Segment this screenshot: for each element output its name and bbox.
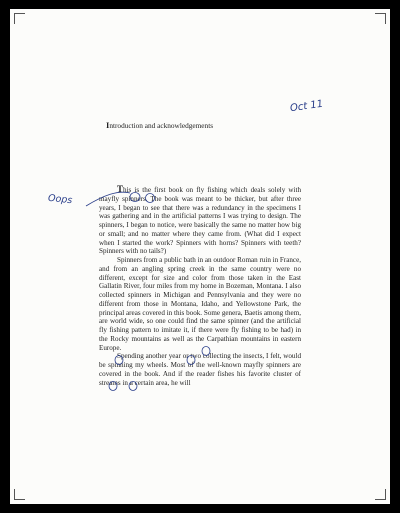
paragraph-text: Spinners from a public bath in an outdoor Roman ruin in France, and from an angling spring creek in the same country were no different, except for size and color from those taken in the East Gallatin River, four miles from my home in Bozeman, Montana. I also collected spinners in Michigan and Pennsylvania and they were no different from those in Montana, Idaho, and Yellowstone Park, the principal areas covered in this book. Some genera, Baetis among them, are world wide, so one could find the same spinner (and the artificial fly fishing pattern to imitate it, if there were fly fishing to be had) in the Rocky mountains as well as the Carpathian mountains in eastern Europe. [99,256,302,352]
drop-cap: T [117,184,124,194]
paragraph-1 [99,185,301,256]
title-initial: I [106,120,110,130]
body-text [99,185,301,387]
paragraph-2 [99,256,301,352]
paragraph-3 [99,352,301,387]
handwritten-date: Oct 11 [289,98,324,115]
handwritten-margin-note: Oops [47,192,73,207]
paragraph-text: his is the first book on fly fishing which deals solely with mayfly spinners. The book was meant to be thicker, but after three years, I began to see that there was a redundancy in the specimens I was gathering and in the artificial patterns I was trying to design. The spinners, I began to notice, were basically the same no matter how big or small; and no matter where they came from. (What did I expect when I started the work? Spinners with horns? Spinners with teeth? Spinners with no tails?) [99,186,301,256]
page-corner-mark [375,489,386,500]
title-text: ntroduction and acknowledgements [109,121,214,130]
paragraph-text: Spending another year or two collecting the insects, I felt, would be spinning my wheels. Most of the well-known mayfly spinners are covered in the book. And if the reader fishes his favorite cluster of streams in a certain area, he will [99,352,301,387]
page-corner-mark [375,13,386,24]
page-corner-mark [14,13,25,24]
page-corner-mark [14,489,25,500]
section-title [106,120,213,130]
